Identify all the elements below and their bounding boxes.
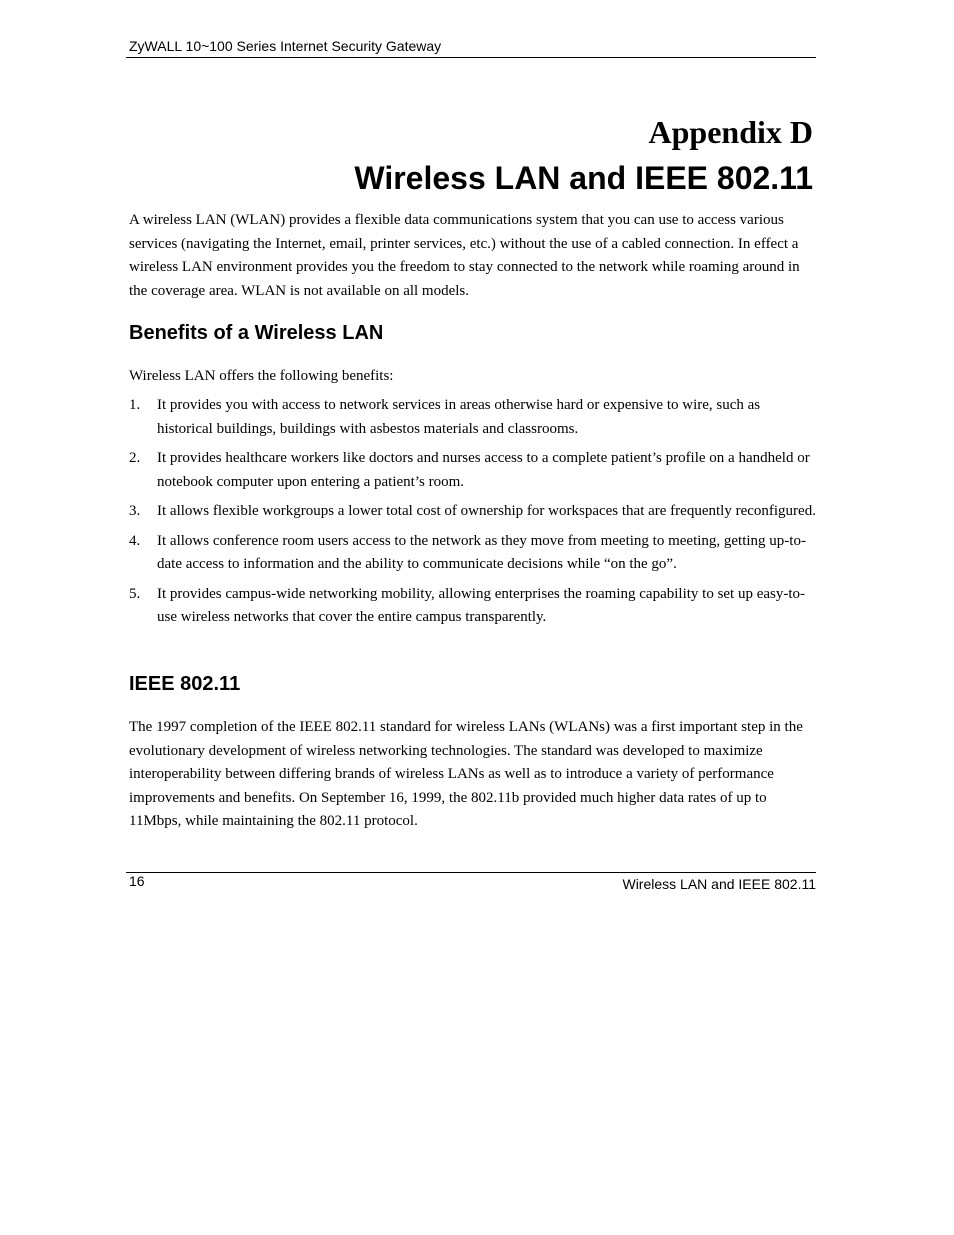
- list-item-number: 2.: [129, 450, 141, 466]
- footer-rule: [126, 872, 816, 873]
- list-item-number: 1.: [129, 397, 141, 413]
- list-item-text: It allows flexible workgroups a lower total cost of ownership for workspaces that are frequently reconfigured.: [157, 503, 816, 519]
- benefits-lead: Wireless LAN offers the following benefits:: [129, 368, 394, 384]
- list-item-number: 5.: [129, 585, 141, 602]
- benefits-heading: Benefits of a Wireless LAN: [129, 322, 384, 344]
- list-item-number: 4.: [129, 532, 141, 549]
- list-item: [129, 447, 817, 494]
- list-item: [129, 394, 817, 441]
- page-number: 16: [129, 873, 145, 889]
- benefits-list: [129, 394, 817, 636]
- ieee-heading: IEEE 802.11: [129, 673, 241, 695]
- appendix-label: Appendix D: [648, 114, 813, 150]
- list-item: [129, 500, 817, 524]
- intro-paragraph: A wireless LAN (WLAN) provides a flexible data communications system that you can use to access various services (navigating the Internet, email, printer services, etc.) without the use of a cabled connection. In effect a wireless LAN environment provides you the freedom to stay connected to the network while roaming around in the coverage area. WLAN is not available on all models.: [129, 212, 800, 299]
- list-item-text: It provides campus-wide networking mobility, allowing enterprises the roaming capability to set up easy-to-use wireless networks that cover the entire campus transparently.: [157, 585, 806, 625]
- list-item-number: 3.: [129, 503, 141, 519]
- running-header: ZyWALL 10~100 Series Internet Security Gateway: [129, 38, 442, 54]
- list-item: [129, 583, 817, 630]
- chapter-title: Wireless LAN and IEEE 802.11: [354, 160, 813, 196]
- list-item-text: It allows conference room users access to the network as they move from meeting to meeting, getting up-to-date access to information and the ability to communicate decisions while “on the go”.: [157, 532, 806, 572]
- list-item: [129, 530, 817, 577]
- header-rule: [126, 57, 816, 58]
- ieee-paragraph: The 1997 completion of the IEEE 802.11 standard for wireless LANs (WLANs) was a first important step in the evolutionary development of wireless networking technologies. The standard was developed to maximize interoperability between differing brands of wireless LANs as well as to introduce a variety of performance improvements and benefits. On September 16, 1999, the 802.11b provided much higher data rates of up to 11Mbps, while maintaining the 802.11 protocol.: [129, 719, 803, 829]
- list-item-text: It provides you with access to network services in areas otherwise hard or expensive to wire, such as historical buildings, buildings with asbestos materials and classrooms.: [157, 397, 761, 437]
- footer-title: Wireless LAN and IEEE 802.11: [622, 876, 816, 892]
- list-item-text: It provides healthcare workers like doctors and nurses access to a complete patient’s profile on a handheld or notebook computer upon entering a patient’s room.: [157, 450, 810, 490]
